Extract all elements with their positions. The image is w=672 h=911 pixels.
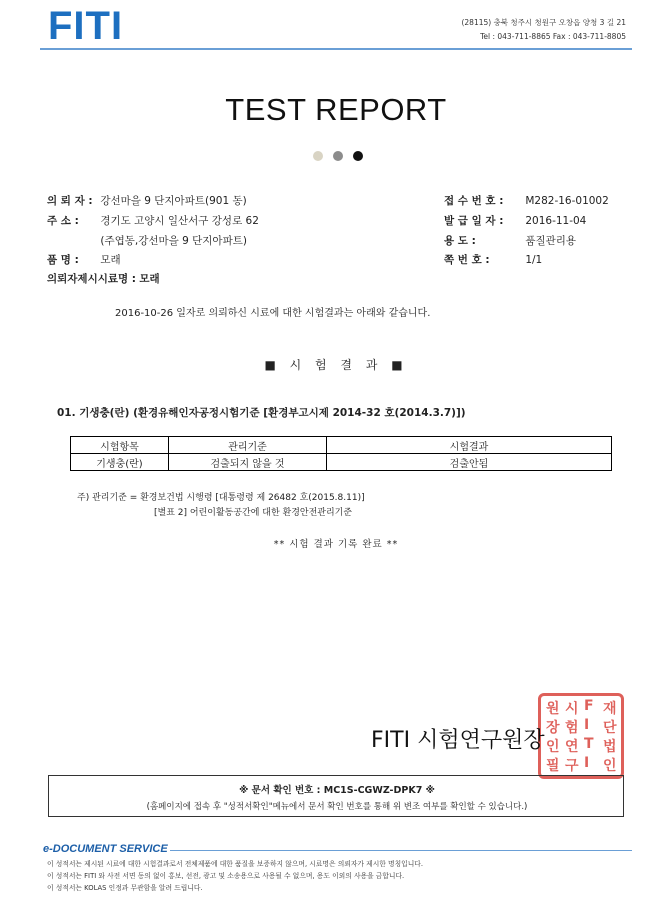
company-tel-fax: Tel : 043-711-8865 Fax : 043-711-8805 xyxy=(480,32,626,41)
decor-dot-1 xyxy=(313,151,323,161)
seal-character: 인 xyxy=(546,739,560,755)
header-divider xyxy=(40,48,632,50)
footer-disclaimer-3: 이 성적서는 KOLAS 인정과 무관함을 알려 드립니다. xyxy=(47,884,203,892)
seal-character: T xyxy=(584,736,594,752)
table-cell: 검출되지 않을 것 xyxy=(169,454,327,471)
seal-character: 재 xyxy=(603,701,617,717)
table-cell: 기생충(란) xyxy=(71,454,169,471)
document-confirmation-instruction: (홈페이지에 접속 후 "성적서확인"메뉴에서 문서 확인 번호를 통해 위 변조 여부를 확인할 수 있습니다.) xyxy=(146,802,528,812)
decor-dot-2 xyxy=(333,151,343,161)
results-table xyxy=(70,436,612,471)
e-document-service-label: e-DOCUMENT SERVICE xyxy=(43,843,168,855)
item-heading: 01. 기생충(란) (환경유해인자공정시험기준 [환경부고시제 2014-32 호(2014.3.7)]) xyxy=(57,407,466,419)
info-address-detail: (주엽동,강선마을 9 단지아파트) xyxy=(100,235,247,247)
table-header: 시험결과 xyxy=(327,437,612,454)
info-sample-name: 의뢰자제시시료명 : 모래 xyxy=(47,273,160,285)
end-of-results-mark: ** 시험 결과 기록 완료 ** xyxy=(273,539,399,550)
signer-name: FITI 시험연구원장 xyxy=(371,728,545,753)
note-standard-appendix: [별표 2] 어린이활동공간에 대한 환경안전관리기준 xyxy=(154,508,353,518)
info-page-number: 쪽 번 호 : 1/1 xyxy=(444,254,543,266)
table-header-row xyxy=(71,437,612,454)
footer-disclaimer-2: 이 성적서는 FITI 와 사전 서면 동의 없이 홍보, 선전, 광고 및 소송용으로 사용될 수 없으며, 용도 이외의 사용을 금합니다. xyxy=(47,872,405,880)
decor-dot-3 xyxy=(353,151,363,161)
document-confirmation-number: ※ 문서 확인 번호 : MC1S-CGWZ-DPK7 ※ xyxy=(239,785,435,796)
seal-character: 연 xyxy=(565,739,579,755)
footer-disclaimer-1: 이 성적서는 제시된 시료에 대한 시험결과로서 전체제품에 대한 품질을 보증하지 않으며, 시료명은 의뢰자가 제시한 명칭입니다. xyxy=(47,860,423,868)
note-standard: 주) 관리기준 = 환경보건법 시행령 [대통령령 제 26482 호(2015.8.11)] xyxy=(77,493,365,503)
seal-character: 단 xyxy=(603,720,617,736)
seal-character: 원 xyxy=(546,701,560,717)
report-title: TEST REPORT xyxy=(225,92,447,127)
section-title: ■ 시 험 결 과 ■ xyxy=(264,358,408,372)
seal-character: I xyxy=(584,717,590,733)
table-header: 관리기준 xyxy=(169,437,327,454)
info-issue-date: 발 급 일 자 : 2016-11-04 xyxy=(444,215,587,227)
table-cell: 검출안됨 xyxy=(327,454,612,471)
seal-character: I xyxy=(584,755,590,771)
seal-character: 험 xyxy=(565,720,579,736)
document-confirmation-box xyxy=(48,775,624,817)
company-address: (28115) 충북 청주시 청원구 오창읍 양청 3 길 21 xyxy=(461,18,626,27)
seal-character: 구 xyxy=(565,758,579,774)
seal-character: 필 xyxy=(546,758,560,774)
footer-divider xyxy=(170,850,632,851)
seal-character: F xyxy=(584,698,594,714)
info-client: 의 뢰 자 : 강선마을 9 단지아파트(901 동) xyxy=(47,195,247,207)
info-purpose: 용 도 : 품질관리용 xyxy=(444,235,577,247)
info-receipt-number: 접 수 번 호 : M282-16-01002 xyxy=(444,195,609,207)
seal-character: 인 xyxy=(603,758,617,774)
seal-character: 법 xyxy=(603,739,617,755)
seal-character: 장 xyxy=(546,720,560,736)
info-product: 품 명 : 모래 xyxy=(47,254,121,266)
table-row xyxy=(71,454,612,471)
official-seal-stamp xyxy=(538,693,624,779)
info-address: 주 소 : 경기도 고양시 일산서구 강성로 62 xyxy=(47,215,259,227)
table-header: 시험항목 xyxy=(71,437,169,454)
fiti-logo: FITI xyxy=(48,4,124,48)
result-intro-sentence: 2016-10-26 일자로 의뢰하신 시료에 대한 시험결과는 아래와 같습니다. xyxy=(115,308,431,319)
seal-character: 시 xyxy=(565,701,579,717)
